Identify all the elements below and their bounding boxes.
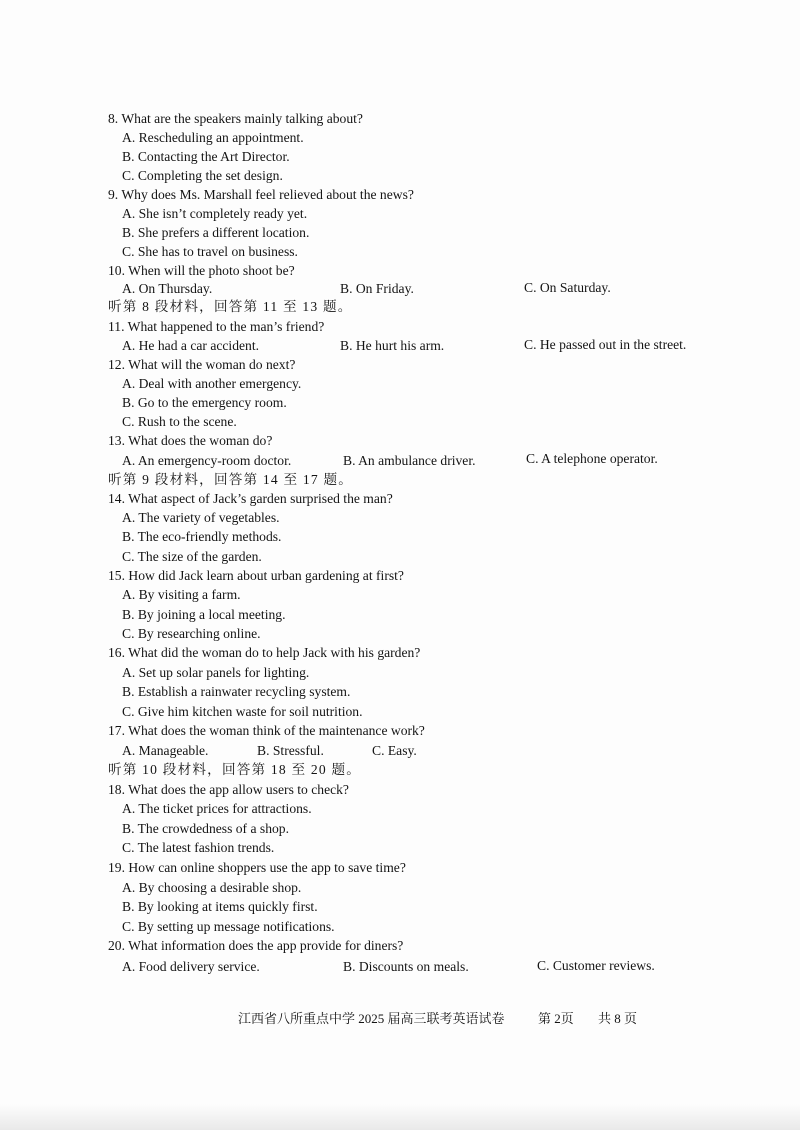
- question-8-option-a: A. Rescheduling an appointment.: [122, 130, 304, 145]
- question-18-option-c: C. The latest fashion trends.: [122, 840, 275, 855]
- question-13-option-a: A. An emergency-room doctor.: [122, 453, 292, 468]
- question-12-option-a: A. Deal with another emergency.: [122, 376, 302, 391]
- question-8-option-b: B. Contacting the Art Director.: [122, 149, 290, 164]
- question-12-option-c: C. Rush to the scene.: [122, 414, 237, 429]
- footer-exam-title: 江西省八所重点中学 2025 届高三联考英语试卷: [238, 1011, 505, 1026]
- question-14-option-a: A. The variety of vegetables.: [122, 510, 280, 525]
- question-18-option-a: A. The ticket prices for attractions.: [122, 801, 312, 816]
- question-17-option-b: B. Stressful.: [257, 743, 324, 758]
- question-17-option-a: A. Manageable.: [122, 743, 209, 758]
- question-11-option-a: A. He had a car accident.: [122, 338, 259, 353]
- question-12-option-b: B. Go to the emergency room.: [122, 395, 287, 410]
- question-16-option-b: B. Establish a rainwater recycling system.: [122, 684, 351, 699]
- question-10-option-c: C. On Saturday.: [524, 280, 611, 295]
- question-14-option-b: B. The eco-friendly methods.: [122, 529, 282, 544]
- question-9-stem: 9. Why does Ms. Marshall feel relieved about the news?: [108, 187, 414, 202]
- question-15-option-c: C. By researching online.: [122, 626, 261, 641]
- question-15-stem: 15. How did Jack learn about urban gardening at first?: [108, 568, 404, 583]
- question-9-option-a: A. She isn’t completely ready yet.: [122, 206, 308, 221]
- question-10-option-b: B. On Friday.: [340, 281, 414, 296]
- question-19-option-c: C. By setting up message notifications.: [122, 919, 335, 934]
- question-14-stem: 14. What aspect of Jack’s garden surprised the man?: [108, 491, 393, 506]
- page-bottom-edge: [0, 1104, 800, 1130]
- question-20-option-a: A. Food delivery service.: [122, 959, 260, 974]
- question-9-option-b: B. She prefers a different location.: [122, 225, 310, 240]
- question-14-option-c: C. The size of the garden.: [122, 549, 262, 564]
- question-13-option-b: B. An ambulance driver.: [343, 453, 476, 468]
- question-15-option-a: A. By visiting a farm.: [122, 587, 241, 602]
- question-11-option-b: B. He hurt his arm.: [340, 338, 445, 353]
- section-10-instruction: 听第 10 段材料，回答第 18 至 20 题。: [108, 762, 362, 777]
- question-19-stem: 19. How can online shoppers use the app to save time?: [108, 860, 406, 875]
- question-8-stem: 8. What are the speakers mainly talking about?: [108, 111, 363, 126]
- question-16-stem: 16. What did the woman do to help Jack with his garden?: [108, 645, 421, 660]
- question-19-option-a: A. By choosing a desirable shop.: [122, 880, 302, 895]
- question-11-option-c: C. He passed out in the street.: [524, 337, 687, 352]
- question-12-stem: 12. What will the woman do next?: [108, 357, 296, 372]
- question-11-stem: 11. What happened to the man’s friend?: [108, 319, 325, 334]
- question-15-option-b: B. By joining a local meeting.: [122, 607, 286, 622]
- question-10-stem: 10. When will the photo shoot be?: [108, 263, 295, 278]
- question-17-option-c: C. Easy.: [372, 743, 417, 758]
- section-9-instruction: 听第 9 段材料，回答第 14 至 17 题。: [108, 472, 354, 487]
- section-8-instruction: 听第 8 段材料，回答第 11 至 13 题。: [108, 299, 353, 314]
- question-13-option-c: C. A telephone operator.: [526, 451, 658, 466]
- question-19-option-b: B. By looking at items quickly first.: [122, 899, 318, 914]
- question-9-option-c: C. She has to travel on business.: [122, 244, 298, 259]
- footer-total-pages: 共 8 页: [598, 1011, 638, 1026]
- question-20-option-b: B. Discounts on meals.: [343, 959, 469, 974]
- question-18-option-b: B. The crowdedness of a shop.: [122, 821, 289, 836]
- question-20-option-c: C. Customer reviews.: [537, 958, 655, 973]
- question-8-option-c: C. Completing the set design.: [122, 168, 283, 183]
- question-13-stem: 13. What does the woman do?: [108, 433, 273, 448]
- question-18-stem: 18. What does the app allow users to check?: [108, 782, 349, 797]
- question-10-option-a: A. On Thursday.: [122, 281, 213, 296]
- question-20-stem: 20. What information does the app provide for diners?: [108, 938, 404, 953]
- question-17-stem: 17. What does the woman think of the maintenance work?: [108, 723, 425, 738]
- question-16-option-c: C. Give him kitchen waste for soil nutrition.: [122, 704, 363, 719]
- footer-page-number: 第 2页: [538, 1011, 574, 1026]
- question-16-option-a: A. Set up solar panels for lighting.: [122, 665, 310, 680]
